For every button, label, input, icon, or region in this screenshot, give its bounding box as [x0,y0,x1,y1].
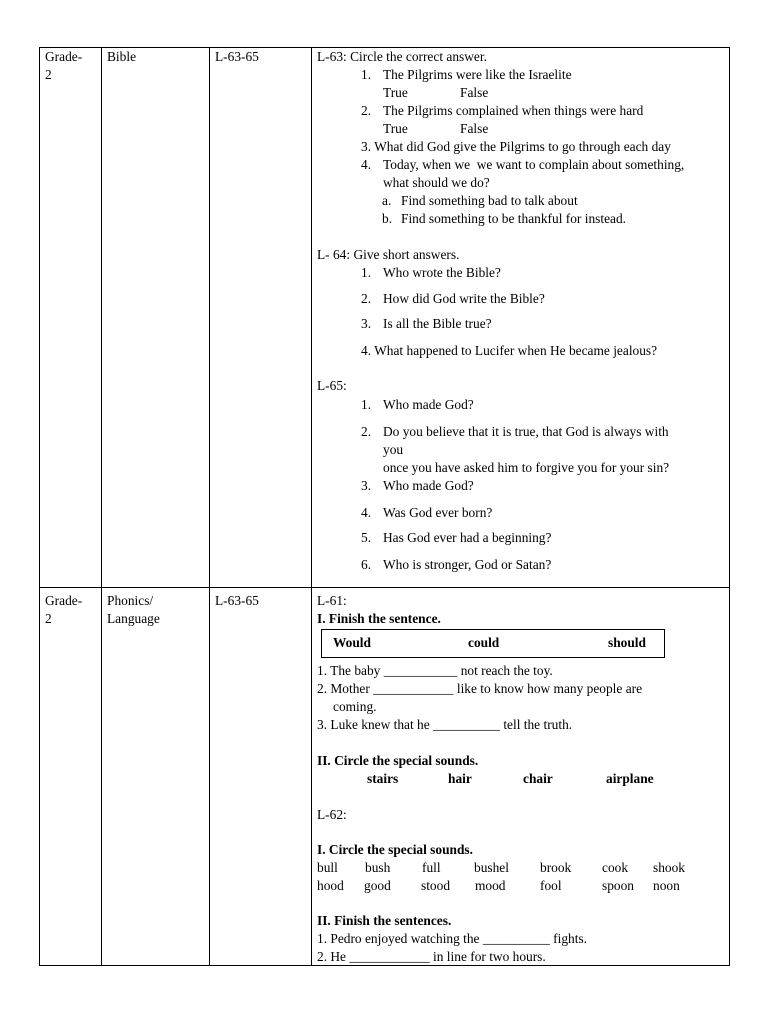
sound-word: shook [653,860,685,875]
sound-word: mood [475,878,506,893]
fill-in-sentence-continued: coming. [333,699,377,714]
subject-cell: Bible [107,49,137,64]
fill-in-sentence: 2. Mother ____________ like to know how many people are [317,681,643,696]
question-number: 3. [361,478,372,493]
sound-word: cook [602,860,629,875]
table-border-right [729,47,730,966]
option-text: Find something bad to talk about [401,193,578,208]
sound-word: spoon [602,878,634,893]
table-border-left [39,47,40,966]
lessons-cell: L-63-65 [215,593,259,608]
option-text: Find something to be thankful for instead. [401,211,627,226]
sound-word: stood [421,878,451,893]
lesson-heading: L-65: [317,378,347,393]
grade-cell: Grade- [45,593,83,608]
section-title: I. Circle the special sounds. [317,842,473,857]
question-number: 1. [361,265,372,280]
section-title: II. Finish the sentences. [317,913,452,928]
column-divider-1 [101,47,102,966]
question-number: 2. [361,424,372,439]
sound-word: airplane [606,771,654,786]
lesson-heading: L- 64: Give short answers. [317,247,460,262]
fill-in-sentence: 1. The baby ___________ not reach the toy. [317,663,553,678]
question-number: 1. [361,397,372,412]
sound-word: stairs [367,771,399,786]
question-number: 5. [361,530,372,545]
lessons-cell: L-63-65 [215,49,259,64]
question-text: The Pilgrims were like the Israelite [383,67,572,82]
lesson-heading: L-63: Circle the correct answer. [317,49,487,64]
fill-in-sentence: 1. Pedro enjoyed watching the __________ fights. [317,931,588,946]
sound-word: fool [540,878,562,893]
sound-word: bush [365,860,391,875]
option-letter: b. [382,211,393,226]
section-title: II. Circle the special sounds. [317,753,479,768]
sound-word: bushel [474,860,509,875]
option-letter: a. [382,193,392,208]
sound-word: brook [540,860,572,875]
row-divider [39,587,730,588]
question-text: Who made God? [383,478,474,493]
question-number: 2. [361,291,372,306]
column-divider-3 [311,47,312,966]
lesson-heading: L-61: [317,593,347,608]
answer-option-false: False [460,121,489,136]
sound-word: hood [317,878,344,893]
sound-word: full [422,860,441,875]
question-number: 4. [361,505,372,520]
column-divider-2 [209,47,210,966]
question-text: Is all the Bible true? [383,316,492,331]
sound-word: noon [653,878,680,893]
question-number: 2. [361,103,372,118]
subject-cell-continued: Language [107,611,160,626]
sound-word: good [364,878,391,893]
question-text: Who is stronger, God or Satan? [383,557,552,572]
word-bank-word: Would [333,635,371,650]
word-bank-word: could [468,635,500,650]
word-bank-word: should [608,635,646,650]
answer-option-true: True [383,85,408,100]
section-title: I. Finish the sentence. [317,611,441,626]
grade-cell-number: 2 [45,67,52,82]
question-text: 3. What did God give the Pilgrims to go through each day [361,139,671,154]
sound-word: hair [448,771,472,786]
grade-cell: Grade- [45,49,83,64]
question-text: Was God ever born? [383,505,493,520]
subject-cell: Phonics/ [107,593,154,608]
lesson-heading: L-62: [317,807,347,822]
answer-option-true: True [383,121,408,136]
grade-cell-number: 2 [45,611,52,626]
question-number: 4. [361,157,372,172]
sound-word: bull [317,860,338,875]
question-text: 4. What happened to Lucifer when He became jealous? [361,343,658,358]
answer-option-false: False [460,85,489,100]
question-text: Do you believe that it is true, that God is always with [383,424,669,439]
question-text: How did God write the Bible? [383,291,545,306]
question-text-continued: you [383,442,404,457]
question-number: 3. [361,316,372,331]
question-text-continued: what should we do? [383,175,490,190]
question-text: Who made God? [383,397,474,412]
question-text: Who wrote the Bible? [383,265,501,280]
sound-word: chair [523,771,553,786]
question-text: The Pilgrims complained when things were hard [383,103,644,118]
question-text: Has God ever had a beginning? [383,530,552,545]
fill-in-sentence: 3. Luke knew that he __________ tell the truth. [317,717,573,732]
question-number: 1. [361,67,372,82]
question-text: Today, when we we want to complain about something, [383,157,685,172]
question-number: 6. [361,557,372,572]
question-text-continued: once you have asked him to forgive you for your sin? [383,460,670,475]
fill-in-sentence: 2. He ____________ in line for two hours. [317,949,546,964]
